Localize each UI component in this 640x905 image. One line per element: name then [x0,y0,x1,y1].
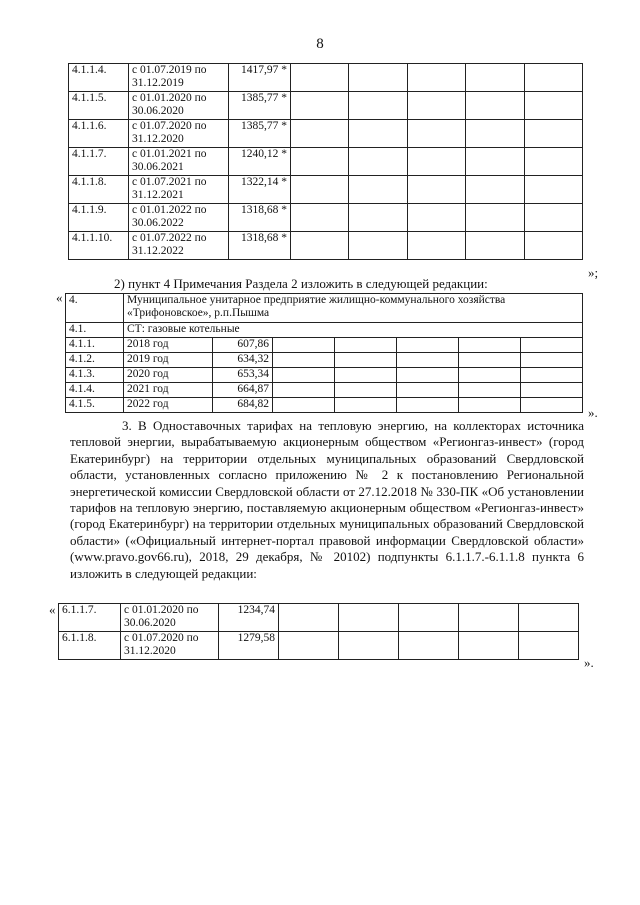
empty-cell [291,232,349,260]
empty-cell [339,632,399,660]
empty-cell [273,383,335,398]
empty-cell [349,120,407,148]
empty-cell [519,604,579,632]
empty-cell [291,92,349,120]
row-period: с 01.07.2020 по 31.12.2020 [121,632,219,660]
row-value: 1318,68 * [229,204,291,232]
table1-close-mark: »; [588,265,599,280]
empty-cell [273,353,335,368]
empty-cell [349,232,407,260]
empty-cell [335,368,397,383]
empty-cell [466,120,524,148]
row-period: с 01.07.2021 по 31.12.2021 [129,176,229,204]
empty-cell [339,604,399,632]
empty-cell [466,64,524,92]
empty-cell [459,604,519,632]
row-code: 4.1.1.7. [69,148,129,176]
table-row [69,176,583,204]
table-row [69,92,583,120]
empty-cell [335,353,397,368]
row-period: с 01.01.2021 по 30.06.2021 [129,148,229,176]
empty-cell [335,398,397,413]
row-period: с 01.01.2020 по 30.06.2020 [121,604,219,632]
row-code: 4.1.1.6. [69,120,129,148]
empty-cell [466,232,524,260]
row-value: 1240,12 * [229,148,291,176]
empty-cell [397,398,459,413]
empty-cell [399,632,459,660]
row-value: 1234,74 [219,604,279,632]
empty-cell [524,64,582,92]
empty-cell [397,338,459,353]
row-period: с 01.07.2022 по 31.12.2022 [129,232,229,260]
table2-sub-row [66,323,583,338]
row-code: 6.1.1.8. [59,632,121,660]
table2-close-mark: ». [588,405,598,420]
table-row [66,368,583,383]
row-period: с 01.01.2022 по 30.06.2022 [129,204,229,232]
empty-cell [459,383,521,398]
row-code: 4.1.2. [66,353,124,368]
empty-cell [291,176,349,204]
empty-cell [466,92,524,120]
empty-cell [407,148,465,176]
table3-open-mark: « [49,602,56,617]
empty-cell [459,353,521,368]
row-year: 2018 год [124,338,213,353]
empty-cell [407,176,465,204]
row-period: с 01.07.2019 по 31.12.2019 [129,64,229,92]
table-row [59,632,579,660]
empty-cell [524,120,582,148]
empty-cell [273,338,335,353]
table2-header-row [66,294,583,323]
row-year: 2019 год [124,353,213,368]
row-value: 1318,68 * [229,232,291,260]
empty-cell [524,92,582,120]
empty-cell [335,338,397,353]
empty-cell [291,64,349,92]
row-code: 4.1.5. [66,398,124,413]
empty-cell [397,368,459,383]
row-value: 653,34 [213,368,273,383]
empty-cell [273,398,335,413]
table-row [66,398,583,413]
row-code: 4.1.3. [66,368,124,383]
empty-cell [399,604,459,632]
empty-cell [273,368,335,383]
table-row [66,383,583,398]
table2-sub-title: СТ: газовые котельные [124,323,583,338]
empty-cell [524,148,582,176]
empty-cell [459,632,519,660]
row-value: 1279,58 [219,632,279,660]
table-row [66,338,583,353]
row-value: 684,82 [213,398,273,413]
row-code: 4.1.4. [66,383,124,398]
empty-cell [521,353,583,368]
empty-cell [407,64,465,92]
tariff-table-4-1-1 [68,63,583,260]
table3-close-mark: ». [584,655,594,670]
row-code: 4.1.1.10. [69,232,129,260]
empty-cell [397,353,459,368]
empty-cell [521,398,583,413]
row-year: 2020 год [124,368,213,383]
empty-cell [466,148,524,176]
empty-cell [524,232,582,260]
empty-cell [524,176,582,204]
row-year: 2021 год [124,383,213,398]
table-row [69,232,583,260]
empty-cell [407,232,465,260]
empty-cell [521,383,583,398]
row-period: с 01.01.2020 по 30.06.2020 [129,92,229,120]
row-value: 1385,77 * [229,92,291,120]
row-code: 4.1.1.8. [69,176,129,204]
table-row [69,148,583,176]
table-row [69,120,583,148]
table2-header-org: Муниципальное унитарное предприятие жилищно-коммунального хозяйства «Трифоновское», р.п.Пышма [124,294,583,323]
empty-cell [349,204,407,232]
table2-header-code: 4. [66,294,124,323]
empty-cell [521,338,583,353]
tariff-table-6-1-1 [58,603,579,660]
empty-cell [466,176,524,204]
row-code: 4.1.1.5. [69,92,129,120]
row-value: 607,86 [213,338,273,353]
empty-cell [459,368,521,383]
page-number: 8 [316,36,324,52]
empty-cell [349,176,407,204]
empty-cell [407,92,465,120]
empty-cell [291,120,349,148]
empty-cell [335,383,397,398]
empty-cell [349,92,407,120]
row-value: 1322,14 * [229,176,291,204]
row-code: 4.1.1.9. [69,204,129,232]
empty-cell [397,383,459,398]
org-tariff-table-4 [65,293,583,413]
empty-cell [466,204,524,232]
paragraph-3: 3. В Одноставочных тарифах на тепловую энергию, на коллекторах источника тепловой энергии, вырабатываемую акционерным обществом «Регионгаз-инвест» (город Екатеринбург) на территории отдельных муниципальных образований Свердловской области, установленных согласно приложению № 2 к постановлению Региональной энергетической комиссии Свердловской области от 27.12.2018 № 330-ПК «Об установлении тарифов на тепловую энергию, поставляемую акционерным обществом «Регионгаз-инвест» (город Екатеринбург) на территории отдельных муниципальных образований Свердловской области» («Официальный интернет-портал правовой информации Свердловской области» (www.pravo.gov66.ru), 2018, 29 декабря, № 20102) подпункты 6.1.1.7.-6.1.1.8 пункта 6 изложить в следующей редакции: [70,418,584,581]
row-period: с 01.07.2020 по 31.12.2020 [129,120,229,148]
empty-cell [459,338,521,353]
item-2-text: 2) пункт 4 Примечания Раздела 2 изложить в следующей редакции: [114,276,488,291]
table2-sub-code: 4.1. [66,323,124,338]
empty-cell [521,368,583,383]
table2-open-mark: « [56,290,63,305]
row-code: 6.1.1.7. [59,604,121,632]
empty-cell [407,204,465,232]
row-value: 1385,77 * [229,120,291,148]
empty-cell [407,120,465,148]
row-code: 4.1.1.4. [69,64,129,92]
table-row [59,604,579,632]
empty-cell [519,632,579,660]
empty-cell [279,604,339,632]
row-value: 664,87 [213,383,273,398]
row-value: 634,32 [213,353,273,368]
row-value: 1417,97 * [229,64,291,92]
row-code: 4.1.1. [66,338,124,353]
table-row [69,204,583,232]
empty-cell [349,148,407,176]
table-row [66,353,583,368]
empty-cell [524,204,582,232]
empty-cell [279,632,339,660]
empty-cell [459,398,521,413]
row-year: 2022 год [124,398,213,413]
empty-cell [291,204,349,232]
empty-cell [291,148,349,176]
empty-cell [349,64,407,92]
table-row [69,64,583,92]
